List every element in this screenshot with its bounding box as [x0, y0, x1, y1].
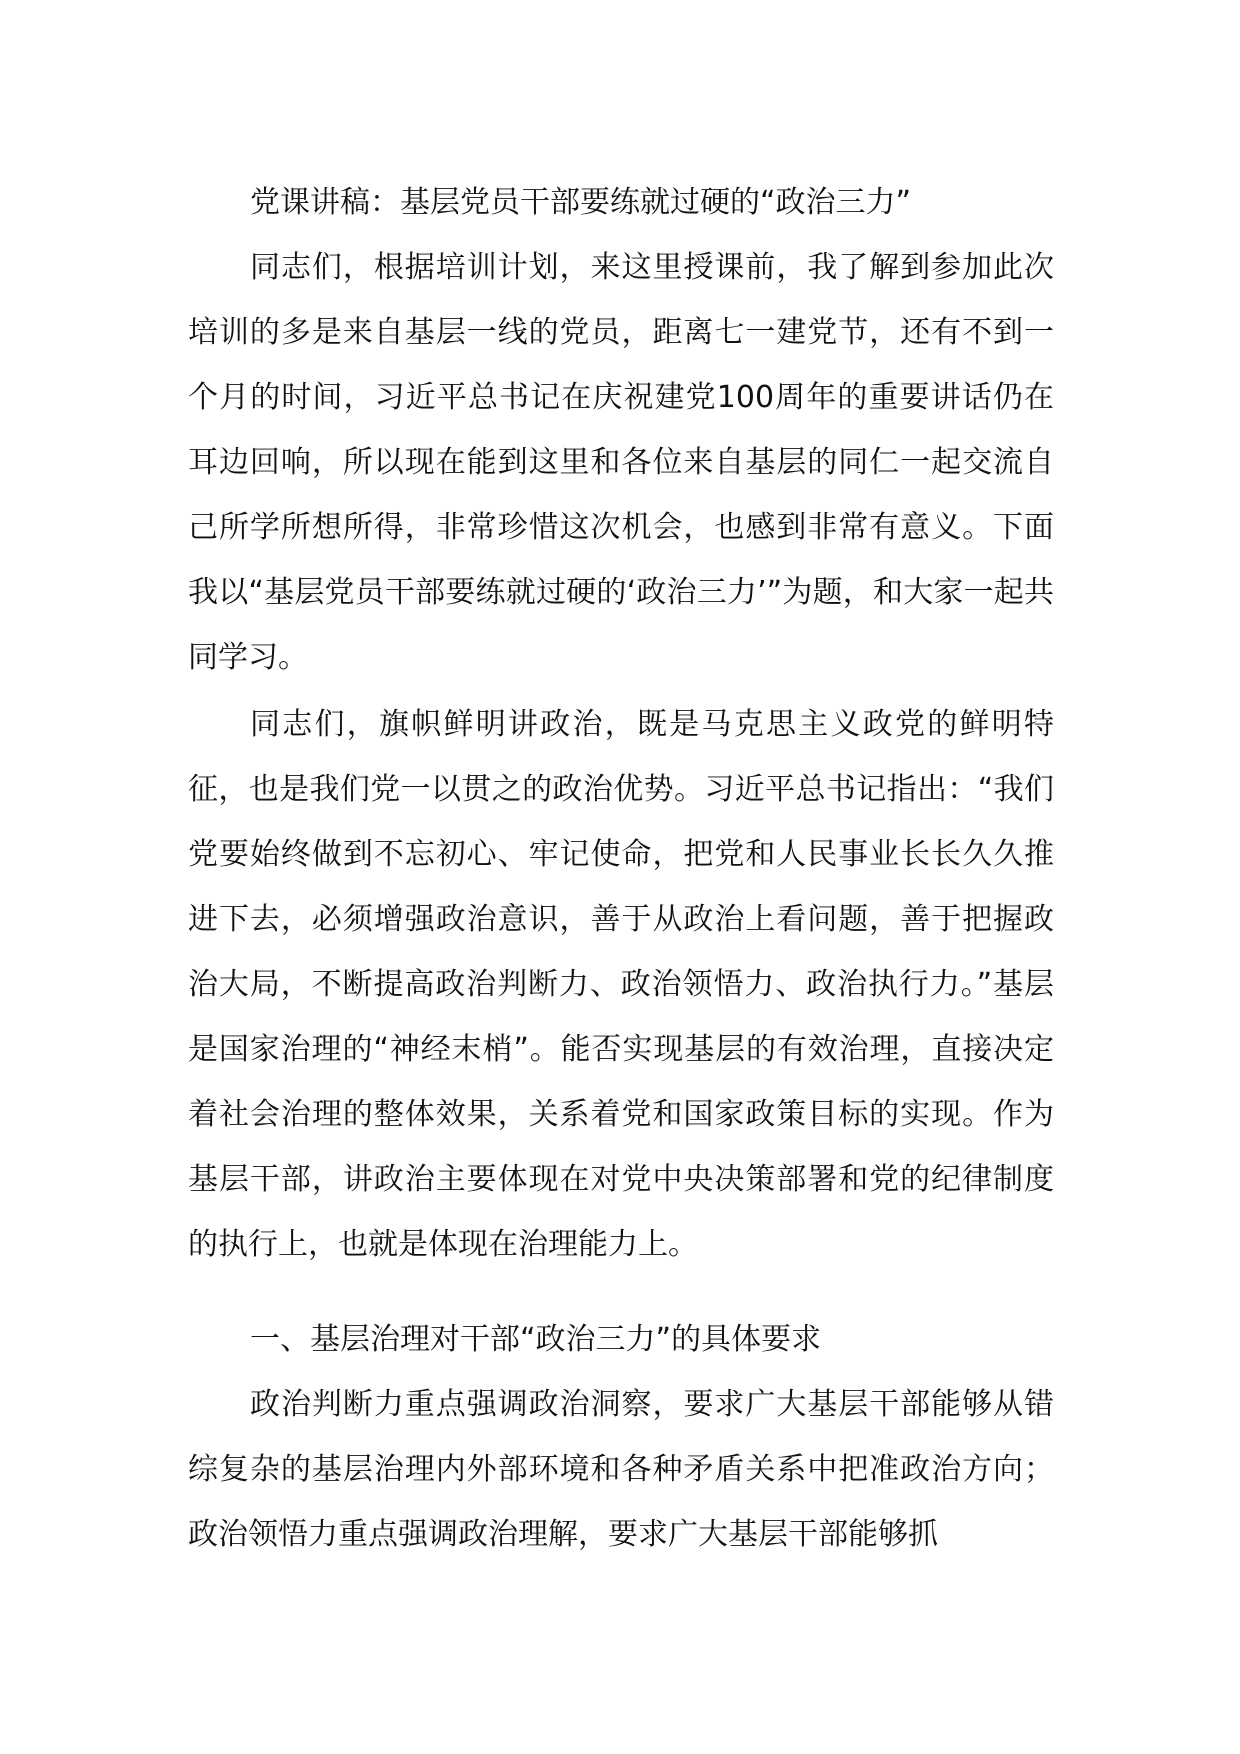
section-heading: 一、基层治理对干部“政治三力”的具体要求	[250, 1322, 822, 1357]
section-paragraph: 政治判断力重点强调政治洞察，要求广大基层干部能够从错综复杂的基层治理内外部环境和各种矛盾关系中把准政治方向；政治领悟力重点强调政治理解，要求广大基层干部能够抓	[188, 1387, 1054, 1552]
paragraph-intro: 同志们，根据培训计划，来这里授课前，我了解到参加此次培训的多是来自基层一线的党员，距离七一建党节，还有不到一个月的时间，习近平总书记在庆祝建党100周年的重要讲话仍在耳边回响，所以现在能到这里和各位来自基层的同仁一起交流自己所学所想所得，非常珍惜这次机会，也感到非常有意义。下面我以“基层党员干部要练就过硬的‘政治三力’”为题，和大家一起共同学习。	[188, 250, 1054, 675]
paragraph-politics: 同志们，旗帜鲜明讲政治，既是马克思主义政党的鲜明特征，也是我们党一以贯之的政治优势。习近平总书记指出：“我们党要始终做到不忘初心、牢记使命，把党和人民事业长长久久推进下去，必须增强政治意识，善于从政治上看问题，善于把握政治大局，不断提高政治判断力、政治领悟力、政治执行力。”基层是国家治理的“神经末梢”。能否实现基层的有效治理，直接决定着社会治理的整体效果，关系着党和国家政策目标的实现。作为基层干部，讲政治主要体现在对党中央决策部署和党的纪律制度的执行上，也就是体现在治理能力上。	[188, 707, 1054, 1262]
document-title: 党课讲稿：基层党员干部要练就过硬的“政治三力”	[250, 185, 912, 220]
document-page	[188, 170, 1054, 1567]
